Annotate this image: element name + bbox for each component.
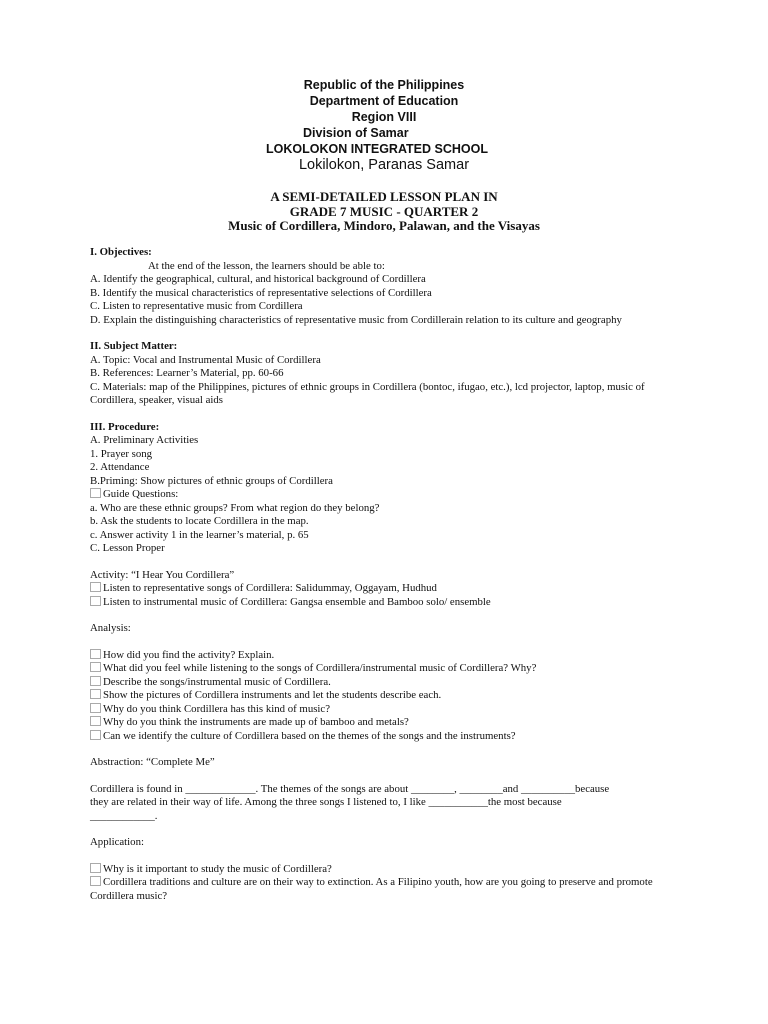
analysis-bullet [90,689,670,703]
application-bullet-text: Why is it important to study the music of Cordillera? [103,862,332,875]
analysis-bullet-text: Show the pictures of Cordillera instruments and let the students describe each. [103,689,442,701]
bullet-icon [90,716,101,726]
objective-item: C. Listen to representative music from Cordillera [90,300,303,312]
activity-bullet-text: Listen to instrumental music of Cordillera: Gangsa ensemble and Bamboo solo/ ensemble [103,595,491,608]
objective-item: A. Identify the geographical, cultural, and historical background of Cordillera [90,273,426,285]
objectives-intro: At the end of the lesson, the learners should be able to: [148,259,385,272]
guide-question: a. Who are these ethnic groups? From what region do they belong? [90,501,380,514]
procedure-heading: III. Procedure: [90,420,160,433]
bullet-icon [90,488,101,498]
bullet-icon [90,662,101,672]
analysis-bullet [90,649,670,663]
objective-item: B. Identify the musical characteristics of representative selections of Cordillera [90,286,432,299]
header-department: Department of Education [309,94,459,108]
header-region: Region VIII [351,110,417,124]
abstraction-heading: Abstraction: “Complete Me” [90,756,215,768]
bullet-icon [90,703,101,713]
procedure-item: B.Priming: Show pictures of ethnic groups of Cordillera [90,474,333,487]
bullet-icon [90,689,101,699]
application-bullet [90,863,670,877]
header-school-name: LOKOLOKON INTEGRATED SCHOOL [266,142,488,156]
analysis-bullet-text: Why do you think the instruments are made up of bamboo and metals? [103,716,409,728]
abstraction-line: they are related in their way of life. Among the three songs I listened to, I like ___________the most because [90,796,562,808]
header-division: Division of Samar [303,126,409,140]
subject-matter-heading: II. Subject Matter: [90,340,178,352]
analysis-bullet-text: Can we identify the culture of Cordillera based on the themes of the songs and the instruments? [103,729,516,742]
application-bullet [90,876,670,903]
analysis-bullet-text: Why do you think Cordillera has this kind of music? [103,702,331,715]
subject-matter-item: C. Materials: map of the Philippines, pictures of ethnic groups in Cordillera (bontoc, ifugao, etc.), lcd projector, laptop, music of Cordillera, speaker, visual aids [90,380,645,406]
analysis-bullet-text: What did you feel while listening to the songs of Cordillera/instrumental music of Cordillera? Why? [103,662,537,674]
analysis-bullet [90,703,670,717]
analysis-bullet-text: How did you find the activity? Explain. [103,648,275,661]
guide-questions-text: Guide Questions: [103,488,179,500]
analysis-bullet-text: Describe the songs/instrumental music of Cordillera. [103,675,331,688]
header-school-address: Lokilokon, Paranas Samar [298,157,470,173]
activity-bullet [90,582,670,596]
subject-matter-item: A. Topic: Vocal and Instrumental Music of Cordillera [90,353,321,366]
guide-question: b. Ask the students to locate Cordillera in the map. [90,515,309,527]
bullet-icon [90,730,101,740]
bullet-icon [90,649,101,659]
analysis-heading: Analysis: [90,622,131,634]
bullet-icon [90,876,101,886]
procedure-item: 2. Attendance [90,461,150,473]
activity-heading: Activity: “I Hear You Cordillera” [90,568,235,581]
activity-bullet-text: Listen to representative songs of Cordillera: Salidummay, Oggayam, Hudhud [103,582,437,594]
header-republic: Republic of the Philippines [303,78,465,92]
analysis-bullet [90,716,670,730]
bullet-icon [90,863,101,873]
analysis-bullet [90,676,670,690]
application-bullet-text: Cordillera traditions and culture are on their way to extinction. As a Filipino youth, how are you going to preserve and promote Cordillera music? [90,876,653,902]
bullet-icon [90,596,101,606]
document-title [0,190,768,234]
procedure-item: 1. Prayer song [90,447,153,460]
title-line-1: A SEMI-DETAILED LESSON PLAN IN [270,189,498,204]
guide-questions-label [90,488,670,502]
lesson-proper: C. Lesson Proper [90,542,165,554]
abstraction-line: ____________. [90,809,158,822]
abstraction-line: Cordillera is found in _____________. The themes of the songs are about ________, ________and __________because [90,782,610,795]
bullet-icon [90,582,101,592]
bullet-icon [90,676,101,686]
application-heading: Application: [90,836,144,848]
activity-bullet [90,596,670,610]
procedure-item: A. Preliminary Activities [90,434,199,446]
analysis-bullet [90,662,670,676]
lesson-body [90,246,670,903]
guide-question: c. Answer activity 1 in the learner’s material, p. 65 [90,528,309,541]
analysis-bullet [90,730,670,744]
objectives-heading: I. Objectives: [90,246,152,258]
title-line-3: Music of Cordillera, Mindoro, Palawan, and the Visayas [228,218,540,233]
objective-item: D. Explain the distinguishing characteristics of representative music from Cordillerain relation to its culture and geography [90,313,622,326]
title-line-2: GRADE 7 MUSIC - QUARTER 2 [289,203,479,219]
subject-matter-item: B. References: Learner’s Material, pp. 60-66 [90,367,284,379]
